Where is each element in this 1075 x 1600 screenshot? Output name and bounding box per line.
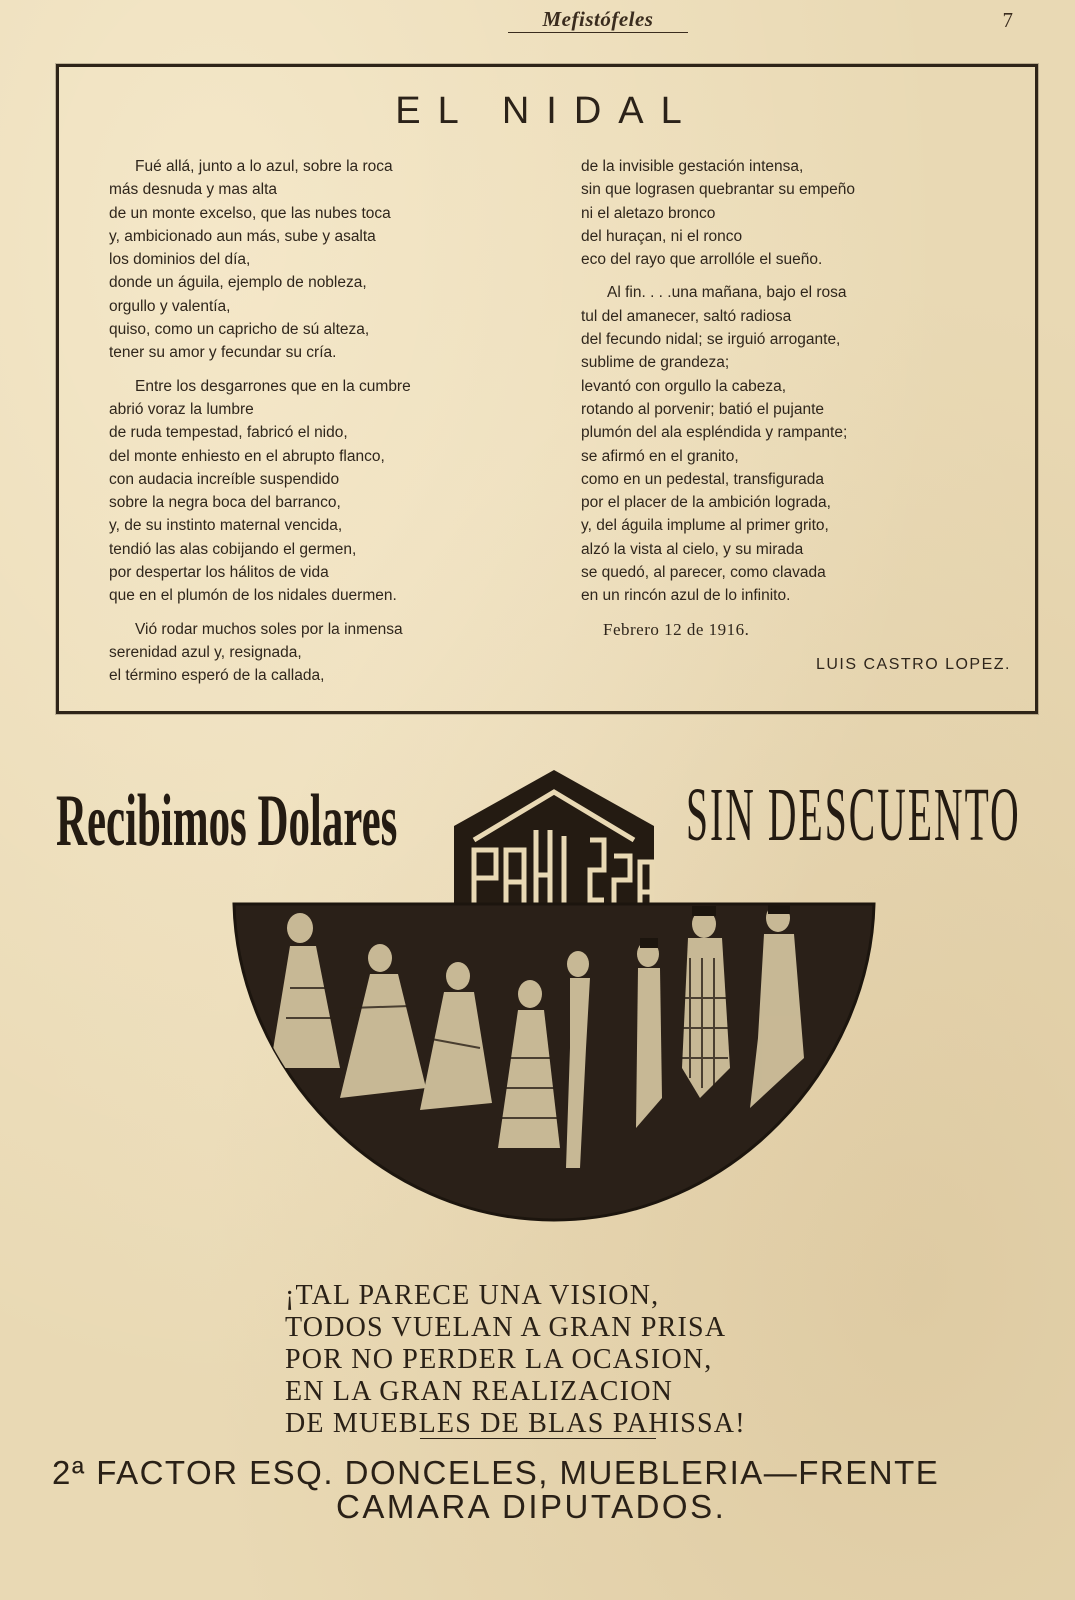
poem-stanza bbox=[109, 618, 549, 688]
poem-line: de un monte excelso, que las nubes toca bbox=[109, 204, 391, 222]
poem-line: se afirmó en el granito, bbox=[581, 447, 739, 465]
poem-line: rotando al porvenir; batió el pujante bbox=[581, 400, 824, 418]
poem-line: tener su amor y fecundar su cría. bbox=[109, 344, 337, 362]
poem-title: EL NIDAL bbox=[395, 90, 699, 132]
poem-right-stanzas bbox=[581, 155, 1011, 608]
poem-line: más desnuda y mas alta bbox=[109, 181, 278, 199]
poem-stanza bbox=[581, 281, 1011, 607]
poem-line: y, ambicionado aun más, sube y asalta bbox=[109, 227, 376, 245]
poem-line: con audacia increíble suspendido bbox=[109, 470, 340, 488]
poem-line: abrió voraz la lumbre bbox=[109, 400, 254, 418]
ad-address-line2: CAMARA DIPUTADOS. bbox=[336, 1488, 727, 1525]
poem-line: levantó con orgullo la cabeza, bbox=[581, 377, 787, 395]
ad-verse-line: ¡TAL PARECE UNA VISION, bbox=[285, 1280, 660, 1311]
poem-line: como en un pedestal, transfigurada bbox=[581, 470, 824, 488]
poem-line: donde un águila, ejemplo de nobleza, bbox=[109, 274, 367, 292]
poem-line: sublime de grandeza; bbox=[581, 354, 730, 372]
ad-headline-left: Recibimos Dolares bbox=[56, 780, 398, 862]
poem-line: y, de su instinto maternal vencida, bbox=[109, 517, 343, 535]
poem-line: orgullo y valentía, bbox=[109, 297, 231, 315]
poem-line: plumón del ala espléndida y rampante; bbox=[581, 424, 848, 442]
poem-line: por despertar los hálitos de vida bbox=[109, 564, 329, 582]
poem-line: que en el plumón de los nidales duermen. bbox=[109, 587, 397, 605]
masthead: Mefistófeles bbox=[508, 6, 688, 33]
poem-line: el término esperó de la callada, bbox=[109, 667, 325, 685]
ad-verse-line: EN LA GRAN REALIZACION bbox=[285, 1376, 674, 1407]
poem-stanza bbox=[109, 375, 549, 608]
poem-line: del fecundo nidal; se irguió arrogante, bbox=[581, 331, 841, 349]
poem-line: y, del águila implume al primer grito, bbox=[581, 517, 829, 535]
poem-line: de la invisible gestación intensa, bbox=[581, 158, 804, 175]
running-head bbox=[0, 6, 1075, 38]
ad-headline-right: SIN DESCUENTO bbox=[686, 773, 1021, 857]
poem-right-column bbox=[581, 155, 1011, 676]
poem-line: serenidad azul y, resignada, bbox=[109, 643, 302, 661]
dancers-illustration bbox=[230, 898, 880, 1228]
poem-line: Al fin. . . .una mañana, bajo el rosa bbox=[607, 284, 847, 302]
poem-line: de ruda tempestad, fabricó el nido, bbox=[109, 424, 348, 442]
ad-verse-line: DE MUEBLES DE BLAS PAHISSA! bbox=[285, 1408, 746, 1439]
advertisement bbox=[0, 770, 1075, 1600]
poem-line: en un rincón azul de lo infinito. bbox=[581, 587, 791, 605]
poem-line: del monte enhiesto en el abrupto flanco, bbox=[109, 447, 385, 465]
poem-left-column bbox=[109, 155, 549, 698]
poem-stanza bbox=[581, 155, 1011, 271]
poem-line: quiso, como un capricho de sú alteza, bbox=[109, 321, 370, 339]
poem-line: se quedó, al parecer, como clavada bbox=[581, 564, 826, 582]
poem-line: alzó la vista al cielo, y su mirada bbox=[581, 540, 804, 558]
poem-date: Febrero 12 de 1916. bbox=[603, 619, 750, 639]
poem-line: ni el aletazo bronco bbox=[581, 204, 716, 222]
poem-line: eco del rayo que arrollóle el sueño. bbox=[581, 251, 823, 269]
poem-line: tendió las alas cobijando el germen, bbox=[109, 540, 357, 558]
poem-line: sobre la negra boca del barranco, bbox=[109, 494, 341, 512]
ad-verse bbox=[285, 1280, 746, 1440]
page-number: 7 bbox=[1002, 8, 1013, 32]
verse-divider bbox=[420, 1438, 656, 1439]
poem-line: por el placer de la ambición lograda, bbox=[581, 494, 831, 512]
poem-line: sin que lograsen quebrantar su empeño bbox=[581, 181, 856, 199]
poem-line: Vió rodar muchos soles por la inmensa bbox=[135, 620, 403, 638]
poem-line: Fué allá, junto a lo azul, sobre la roca bbox=[135, 158, 393, 175]
ad-verse-line: POR NO PERDER LA OCASION, bbox=[285, 1344, 713, 1375]
poem-line: tul del amanecer, saltó radiosa bbox=[581, 307, 792, 325]
poem-stanza bbox=[109, 155, 549, 365]
poem-line: Entre los desgarrones que en la cumbre bbox=[135, 377, 411, 395]
poem-author: LUIS CASTRO LOPEZ. bbox=[815, 655, 1011, 673]
poem-line: del huraçan, ni el ronco bbox=[581, 227, 743, 245]
ad-verse-line: TODOS VUELAN A GRAN PRISA bbox=[285, 1312, 727, 1343]
poem-box bbox=[56, 64, 1038, 714]
ad-address-line1: 2ª FACTOR ESQ. DONCELES, MUEBLERIA—FRENTE bbox=[52, 1454, 940, 1491]
poem-line: los dominios del día, bbox=[109, 251, 251, 269]
